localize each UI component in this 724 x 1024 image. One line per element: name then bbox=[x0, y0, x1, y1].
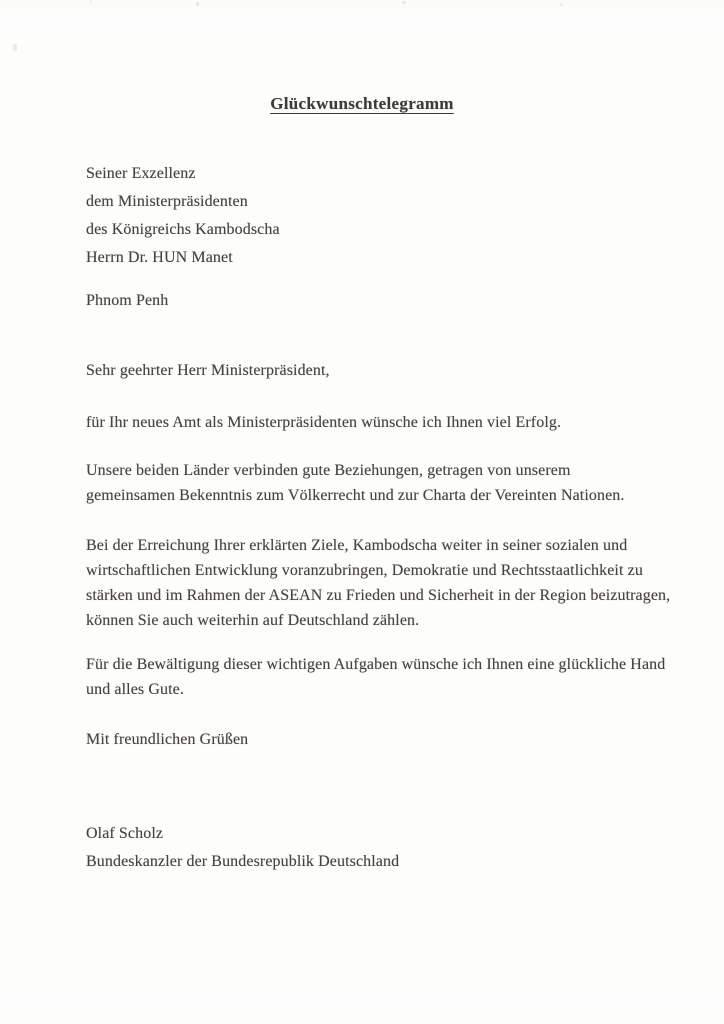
letter-title-text: Glückwunschtelegramm bbox=[270, 94, 454, 113]
scan-artifact bbox=[402, 1, 406, 4]
paragraph-line: Unsere beiden Länder verbinden gute Beziehungen, getragen von unserem bbox=[86, 462, 571, 479]
body-paragraph bbox=[86, 533, 670, 633]
scan-artifact bbox=[560, 3, 563, 6]
signature-title: Bundeskanzler der Bundesrepublik Deutschland bbox=[86, 853, 400, 870]
recipient-line: Herrn Dr. HUN Manet bbox=[86, 249, 233, 266]
scan-artifact bbox=[90, 0, 92, 3]
paragraph-line: Für die Bewältigung dieser wichtigen Aufgaben wünsche ich Ihnen eine glückliche Hand bbox=[86, 656, 666, 673]
recipient-line: des Königreichs Kambodscha bbox=[86, 221, 280, 238]
salutation: Sehr geehrter Herr Ministerpräsident, bbox=[86, 362, 330, 379]
body-paragraph bbox=[86, 458, 625, 508]
signature-block bbox=[86, 820, 399, 876]
paragraph-line: können Sie auch weiterhin auf Deutschland zählen. bbox=[86, 612, 420, 629]
letter-title bbox=[0, 94, 724, 114]
recipient-address bbox=[86, 160, 280, 272]
scan-artifact bbox=[13, 44, 17, 51]
recipient-city: Phnom Penh bbox=[86, 292, 169, 309]
paragraph-line: für Ihr neues Amt als Ministerpräsidenten wünsche ich Ihnen viel Erfolg. bbox=[86, 414, 562, 431]
signature-name: Olaf Scholz bbox=[86, 825, 164, 842]
body-paragraph bbox=[86, 410, 561, 435]
body-paragraph bbox=[86, 652, 665, 702]
scan-artifact bbox=[196, 2, 199, 6]
recipient-line: Seiner Exzellenz bbox=[86, 165, 196, 182]
paragraph-line: wirtschaftlichen Entwicklung voranzubringen, Demokratie und Rechtsstaatlichkeit zu bbox=[86, 562, 643, 579]
paragraph-line: Bei der Erreichung Ihrer erklärten Ziele, Kambodscha weiter in seiner sozialen und bbox=[86, 537, 628, 554]
recipient-line: dem Ministerpräsidenten bbox=[86, 193, 248, 210]
paragraph-line: und alles Gute. bbox=[86, 681, 184, 698]
paragraph-line: gemeinsamen Bekenntnis zum Völkerrecht und zur Charta der Vereinten Nationen. bbox=[86, 487, 625, 504]
closing-phrase: Mit freundlichen Grüßen bbox=[86, 731, 249, 748]
paragraph-line: stärken und im Rahmen der ASEAN zu Frieden und Sicherheit in der Region beizutragen, bbox=[86, 587, 671, 604]
